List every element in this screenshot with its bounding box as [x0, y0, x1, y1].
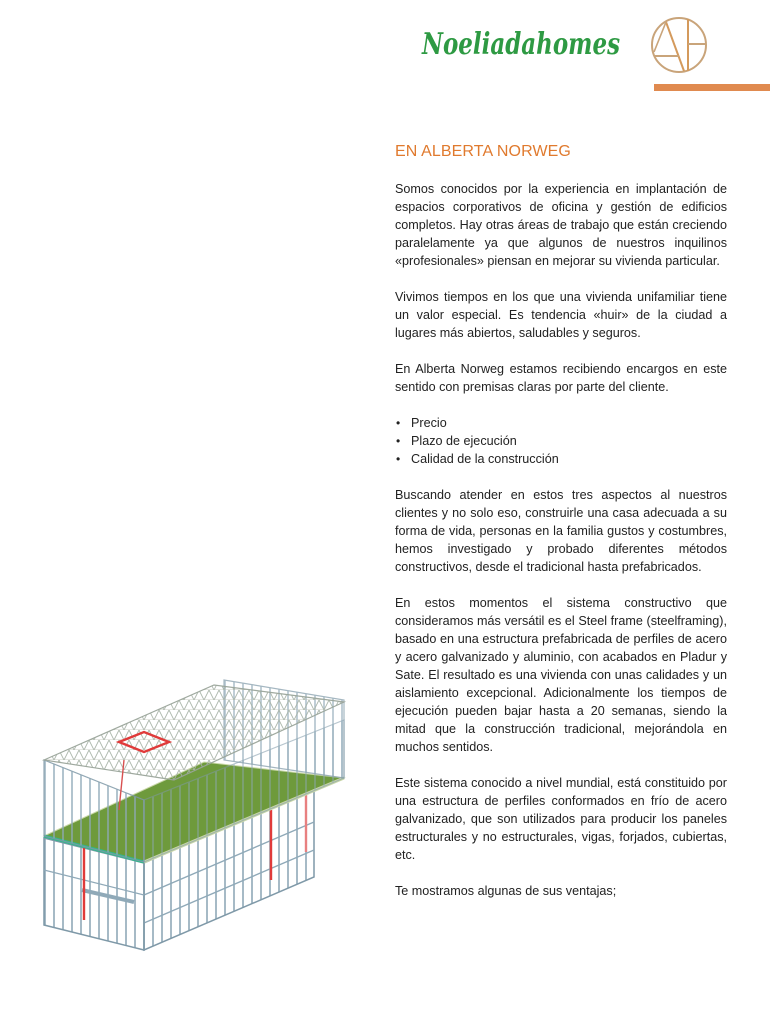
paragraph-system: Este sistema conocido a nivel mundial, está constituido por una estructura de perfiles conformados en frío de acero galvanizado, que son utilizados para producir los paneles estructurales y no estructurales, vigas, forjados, cubiertas, etc. [395, 776, 727, 862]
paragraph-advantages: Te mostramos algunas de sus ventajas; [395, 884, 617, 898]
paragraph-research: Buscando atender en estos tres aspectos al nuestros clientes y no solo eso, construirle una casa adecuada a su forma de vida, personas en la familia gustos y costumbres, hemos investigado y probado diferentes métodos constructivos, desde el tradicional hasta prefabricados. [395, 488, 727, 574]
brand-logo-wordmark [420, 18, 625, 68]
steel-frame-house-illustration [44, 680, 344, 950]
list-item-text: Plazo de ejecución [411, 434, 517, 448]
list-item [395, 450, 727, 468]
list-item-text: Precio [411, 416, 447, 430]
article [395, 142, 727, 918]
list-item-text: Calidad de la construcción [411, 452, 559, 466]
client-premises-list [395, 414, 727, 468]
bullet-icon: • [396, 452, 401, 466]
brand-name-text: Noeliadahomes [421, 27, 621, 62]
bullet-icon: • [396, 416, 401, 430]
paragraph-trend: Vivimos tiempos en los que una vivienda unifamiliar tiene un valor especial. Es tendencia «huir» de la ciudad a lugares más abiertos, saludables y seguros. [395, 290, 727, 340]
brand-monogram-icon [648, 14, 710, 76]
article-heading: EN ALBERTA NORWEG [395, 143, 571, 160]
list-item [395, 414, 727, 432]
bullet-icon: • [396, 434, 401, 448]
paragraph-requests: En Alberta Norweg estamos recibiendo encargos en este sentido con premisas claras por parte del cliente. [395, 362, 727, 394]
header-accent-bar [654, 84, 770, 91]
paragraph-intro: Somos conocidos por la experiencia en implantación de espacios corporativos de oficina y gestión de edificios completos. Hay otras áreas de trabajo que están creciendo paralelamente ya que algunos de nuestros inquilinos «profesionales» piensan en mejorar su vivienda particular. [395, 182, 727, 268]
paragraph-steel-frame: En estos momentos el sistema constructivo que consideramos más versátil es el Steel frame (steelframing), basado en una estructura prefabricada de perfiles de acero y acero galvanizado y aluminio, con acabados en Pladur y Sate. El resultado es una vivienda con unas calidades y un aislamiento excepcional. Adicionalmente los tiempos de ejecución pueden bajar hasta a 20 semanas, siendo la mitad que la construcción tradicional, mejorándola en muchos sentidos. [395, 596, 727, 754]
list-item [395, 432, 727, 450]
